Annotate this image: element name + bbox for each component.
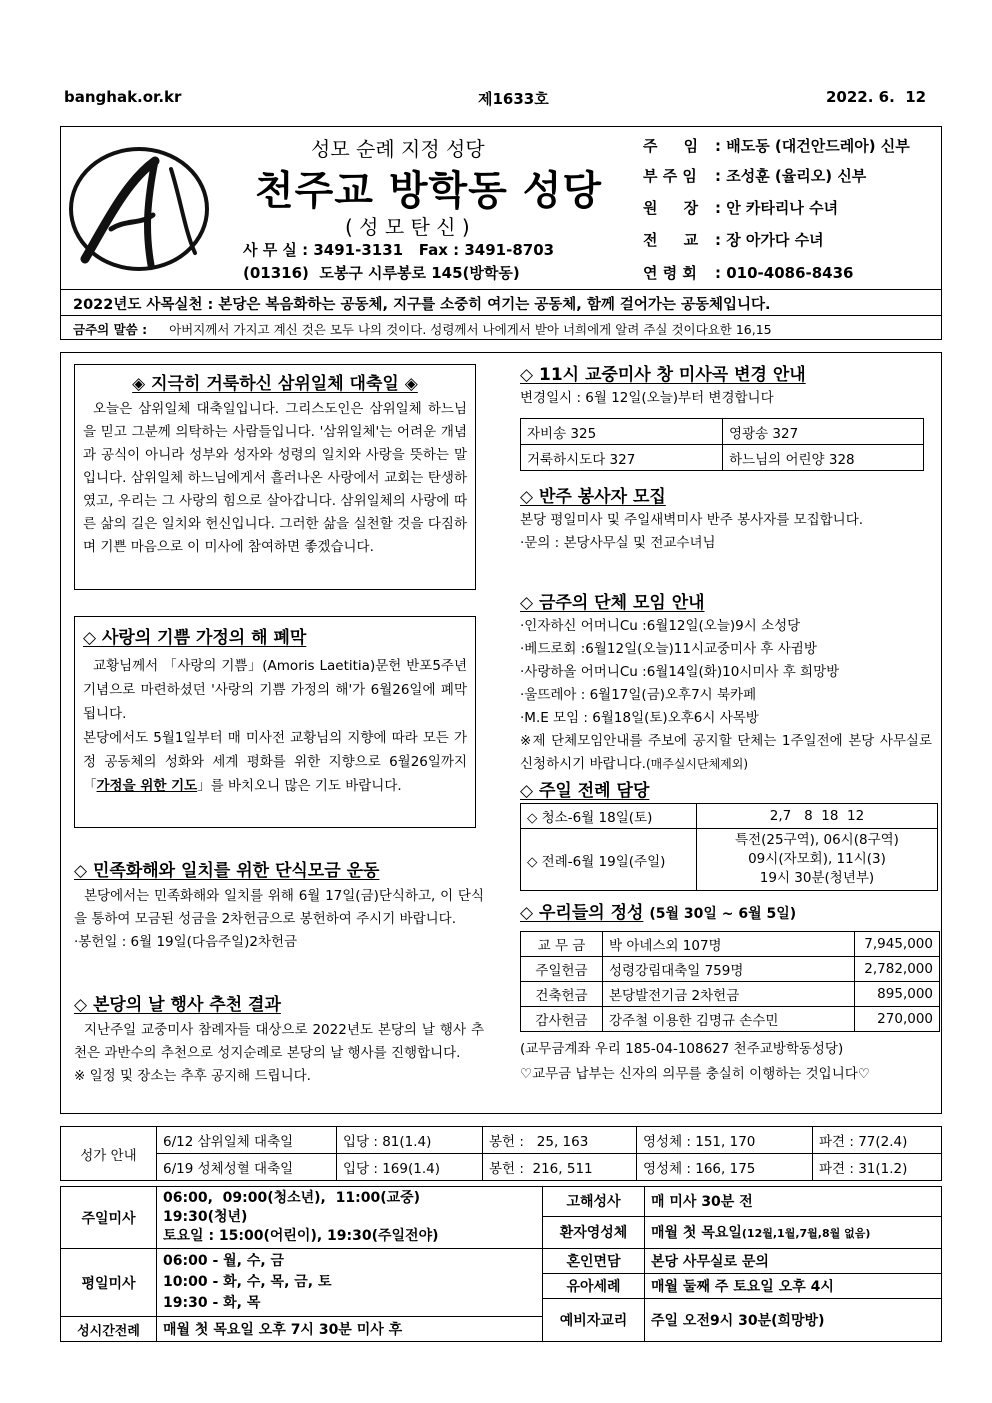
parish-day-notice xyxy=(74,990,484,1088)
table-row: 감사헌금 강주철 이용한 김명규 손수민 270,000 xyxy=(521,1007,940,1032)
duty-title: ◇ 주일 전례 담당 xyxy=(520,781,650,801)
parish-logo-icon xyxy=(67,141,213,273)
mass-schedule-table xyxy=(60,1186,942,1342)
table-row: 예비자교리 주일 오전9시 30분(희망방) xyxy=(61,1299,942,1317)
groups-title: ◇ 금주의 단체 모임 안내 xyxy=(520,593,705,613)
liturgy-duty-notice xyxy=(520,776,938,891)
office-phone: 사 무 실 : 3491-3131 Fax : 3491-8703 xyxy=(243,241,555,259)
groups-note: ※제 단체모임안내를 주보에 공지할 단체는 1주일전에 본당 사무실로 신청하시기 바랍니다.(매주실시단체제외) xyxy=(520,733,932,772)
fasting-notice xyxy=(74,856,484,954)
table-row: 교 무 금 박 아네스외 107명 7,945,000 xyxy=(521,932,940,957)
hymn-change-date: 변경일시 : 6월 12일(오늘)부터 변경합니다 xyxy=(520,390,774,406)
offering-title: ◇ 우리들의 정성 (5월 30일 ~ 6월 5일) xyxy=(520,903,797,923)
list-item: ·M.E 모임 : 6월18일(토)오후6시 사목방 xyxy=(520,710,759,726)
pastoral-goal: 2022년도 사목실천 : 본당은 복음화하는 공동체, 지구를 소중히 여기는 공동체, 함께 걸어가는 공동체입니다. xyxy=(61,289,941,315)
parish-day-title: ◇ 본당의 날 행사 추천 결과 xyxy=(74,995,281,1015)
staff-superior: 원 장 : 안 카타리나 수녀 xyxy=(643,199,839,217)
staff-catechist: 전 교 : 장 아가다 수녀 xyxy=(643,231,824,249)
table-row: 주일헌금 성령강림대축일 759명 2,782,000 xyxy=(521,957,940,982)
trinity-body: 오늘은 삼위일체 대축일입니다. 그리스도인은 삼위일체 하느님을 믿고 그분께 의탁하는 사람들입니다. '삼위일체'는 어려운 개념과 공식이 아니라 성부와 성자와 성령의 일치와 사랑을 뜻하는 말입니다. 삼위일체 하느님에게서 흘러나온 사랑에서 교회는 탄생하였고, 우리는 그 사랑의 힘으로 살아갑니다. 삼위일체의 사랑에 따른 삶의 길은 일치와 헌신입니다. 그러한 삶을 실천할 것을 다짐하며 기쁜 마음으로 이 미사에 참여하면 좋겠습니다. xyxy=(83,401,467,555)
table-row: 건축헌금 본당발전기금 2차헌금 895,000 xyxy=(521,982,940,1007)
offering-table xyxy=(520,931,940,1032)
family-body-2: 본당에서도 5월1일부터 매 미사전 교황님의 지향에 따라 모든 가정 공동체의 성화와 세계 평화를 위한 지향으로 6월26일까지 「가정을 위한 기도」를 바치오니 많은 기도 바랍니다. xyxy=(83,730,467,794)
family-body-1: 교황님께서 「사랑의 기쁨」(Amoris Laetitia)문헌 반포5주년 기념으로 마련하셨던 '사랑의 기쁨 가정의 해'가 6월26일에 폐막됩니다. xyxy=(83,658,467,722)
duty-table xyxy=(520,803,938,891)
list-item: ·사랑하올 어머니Cu :6월14일(화)10시미사 후 희망방 xyxy=(520,664,840,680)
staff-associate: 부 주 임 : 조성훈 (율리오) 신부 xyxy=(643,167,867,185)
list-item: ·베드로회 :6월12일(오늘)11시교중미사 후 사귐방 xyxy=(520,641,817,657)
staff-pastor: 주 임 : 배도동 (대건안드레아) 신부 xyxy=(643,137,910,155)
site-url: banghak.or.kr xyxy=(64,88,182,106)
hymn-guide-table xyxy=(60,1126,942,1181)
trinity-notice xyxy=(74,364,476,590)
table-row: 자비송 325 영광송 327 xyxy=(521,419,924,445)
feast-tagline: ( 성 모 탄 신 ) xyxy=(345,215,470,239)
list-item: ·인자하신 어머니Cu :6월12일(오늘)9시 소성당 xyxy=(520,618,801,634)
organist-contact: ·문의 : 본당사무실 및 전교수녀님 xyxy=(520,535,716,551)
parish-day-body: 지난주일 교중미사 참례자들 대상으로 2022년도 본당의 날 행사 추천은 과반수의 추천으로 성지순례로 본당의 날 행사를 진행합니다. xyxy=(74,1022,484,1061)
weekly-word: 금주의 말씀 : 아버지께서 가지고 계신 것은 모두 나의 것이다. 성령께서 나에게서 받아 너희에게 알려 주실 것이다요한 16,15 xyxy=(61,315,941,340)
hymn-change-notice xyxy=(520,360,930,471)
fasting-title: ◇ 민족화해와 일치를 위한 단식모금 운동 xyxy=(74,861,380,881)
table-row: 주일미사 06:00, 09:00(청소년), 11:00(교중) 19:30(청년) 토요일 : 15:00(어린이), 19:30(주일전야) 고해성사 매 미사 30분 전 xyxy=(61,1187,942,1217)
groups-list xyxy=(520,615,932,730)
hymn-change-title: ◇ 11시 교중미사 창 미사곡 변경 안내 xyxy=(520,365,806,385)
hymn-table xyxy=(520,418,924,471)
account-info: (교무금계좌 우리 185-04-108627 천주교방학동성당) xyxy=(520,1041,844,1057)
issue-date: 2022. 6. 12 xyxy=(826,88,927,106)
trinity-title: ◈ 지극히 거룩하신 삼위일체 대축일 ◈ xyxy=(132,374,418,394)
masthead xyxy=(60,126,942,340)
table-row: ◇ 청소-6월 18일(토) 2,7 8 18 12 xyxy=(521,804,938,829)
parish-name: 천주교 방학동 성당 xyxy=(255,168,602,214)
group-meetings-notice xyxy=(520,588,932,776)
organist-recruit-notice xyxy=(520,482,930,555)
table-row: 성시간전례 매월 첫 목요일 오후 7시 30분 미사 후 xyxy=(61,1317,942,1342)
table-row: ◇ 전례-6월 19일(주일) 특전(25구역), 06시(8구역) 09시(자모회), 11시(3) 19시 30분(청년부) xyxy=(521,829,938,891)
family-year-notice xyxy=(74,616,476,828)
table-row: 성가 안내 6/12 삼위일체 대축일 입당 : 81(1.4) 봉헌 : 25, 163 영성체 : 151, 170 파견 : 77(2.4) xyxy=(61,1127,942,1154)
issue-number: 제1633호 xyxy=(478,90,549,108)
header-subtitle: 성모 순례 지정 성당 xyxy=(311,137,485,161)
offering-duty-note: ♡교무금 납부는 신자의 의무를 충실히 이행하는 것입니다♡ xyxy=(520,1066,870,1082)
table-row: 환자영성체 매월 첫 목요일(12월,1월,7월,8월 없음) xyxy=(61,1216,942,1248)
organist-body: 본당 평일미사 및 주일새벽미사 반주 봉사자를 모집합니다. xyxy=(520,512,864,528)
staff-funeral-society: 연 령 회 : 010-4086-8436 xyxy=(643,264,854,282)
fasting-date: ·봉헌일 : 6월 19일(다음주일)2차헌금 xyxy=(74,934,298,950)
parish-day-note: ※ 일정 및 장소는 추후 공지해 드립니다. xyxy=(74,1068,311,1084)
fasting-body: 본당에서는 민족화해와 일치를 위해 6월 17일(금)단식하고, 이 단식을 통하여 모금된 성금을 2차헌금으로 봉헌하여 주시기 바랍니다. xyxy=(74,888,484,927)
offering-notice xyxy=(520,898,940,1084)
table-row: 평일미사 06:00 - 월, 수, 금 10:00 - 화, 수, 목, 금, 토 19:30 - 화, 목 혼인면담 본당 사무실로 문의 xyxy=(61,1249,942,1274)
organist-title: ◇ 반주 봉사자 모집 xyxy=(520,487,666,507)
office-address: (01316) 도봉구 시루봉로 145(방학동) xyxy=(243,264,520,282)
table-row: 유아세례 매월 둘째 주 토요일 오후 4시 xyxy=(61,1274,942,1299)
table-row: 6/19 성체성혈 대축일 입당 : 169(1.4) 봉헌 : 216, 511 영성체 : 166, 175 파견 : 31(1.2) xyxy=(61,1154,942,1181)
list-item: ·울뜨레아 : 6월17일(금)오후7시 북카페 xyxy=(520,687,757,703)
table-row: 거룩하시도다 327 하느님의 어린양 328 xyxy=(521,445,924,471)
family-title: ◇ 사랑의 기쁨 가정의 해 폐막 xyxy=(83,628,307,648)
